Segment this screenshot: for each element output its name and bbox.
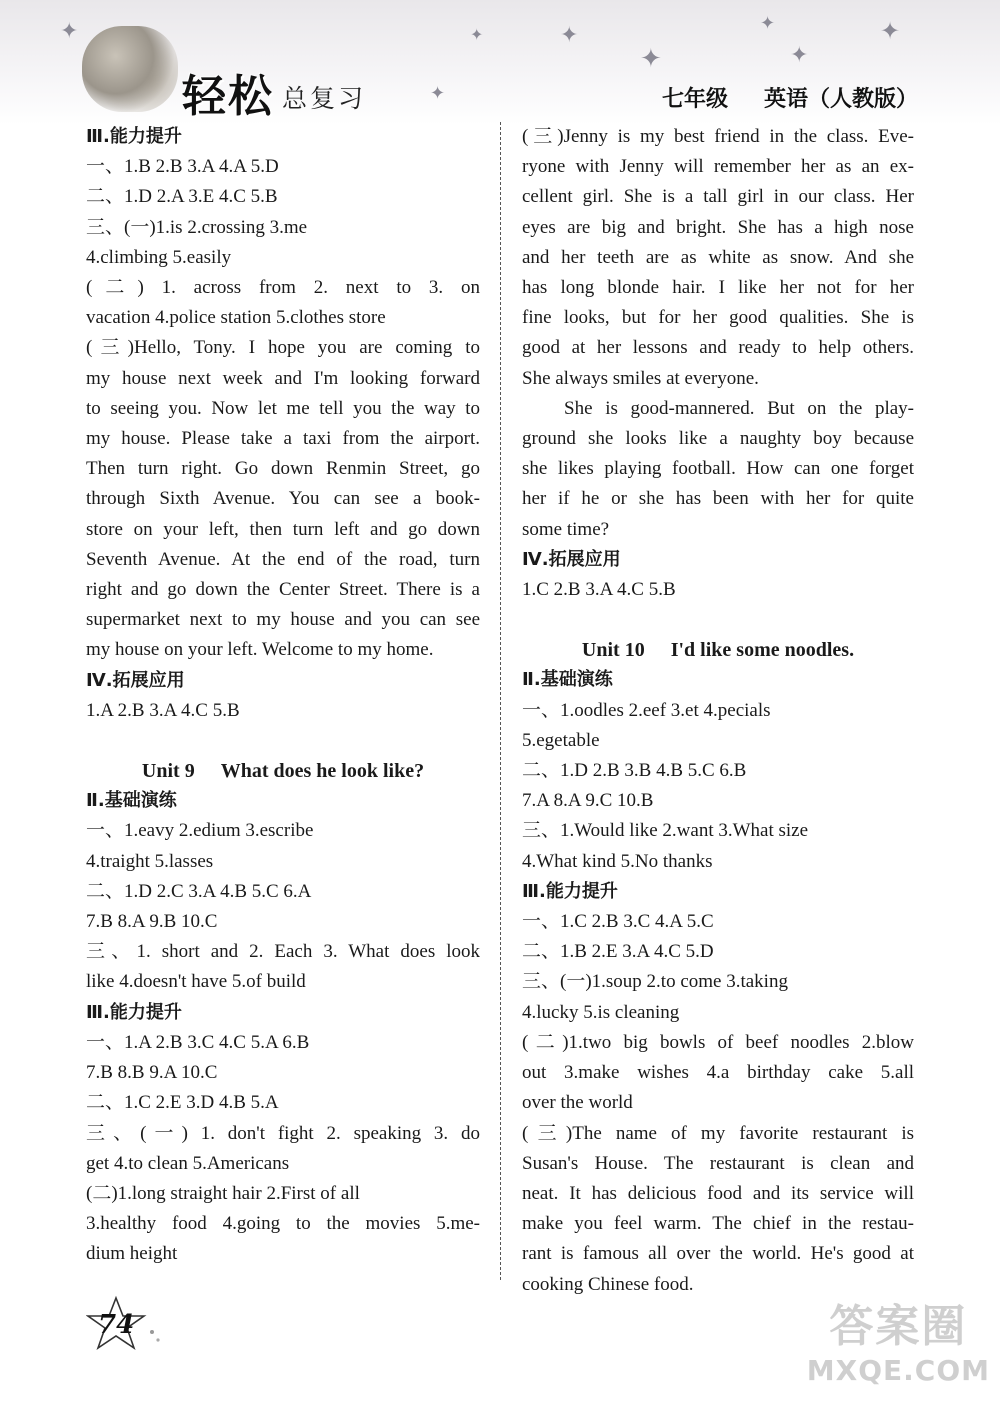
answer-line: 二、1.D 2.C 3.A 4.B 5.C 6.A	[86, 880, 312, 902]
answer-line: 7.A 8.A 9.C 10.B	[522, 790, 654, 812]
unit-name: I'd like some noodles.	[670, 639, 855, 662]
section-heading: Ⅱ.基础演练	[522, 669, 613, 691]
text-line: Seventh Avenue. At the end of the road, turn	[86, 548, 480, 570]
answer-line: 7.B 8.B 9.A 10.C	[86, 1062, 218, 1084]
brand-subtitle: 总复习	[282, 84, 367, 113]
answer-line: 一、1.C 2.B 3.C 4.A 5.C	[522, 911, 714, 933]
section-heading: Ⅲ.能力提升	[86, 1001, 182, 1023]
text-line: supermarket next to my house and you can see	[86, 609, 480, 631]
section-heading: Ⅲ.能力提升	[86, 126, 182, 147]
answer-line: 三、(一)1.is 2.crossing 3.me	[86, 216, 308, 238]
answer-line: 一、1.eavy 2.edium 3.escribe	[86, 820, 314, 842]
answer-line: 三、(一)1.soup 2.to come 3.taking	[522, 971, 788, 993]
page-number-badge	[86, 1294, 166, 1354]
section-heading: Ⅲ.能力提升	[522, 880, 618, 902]
text-line: rant is famous all over the world. He's good at	[522, 1243, 914, 1265]
right-column	[522, 122, 914, 1300]
text-line: right and go down the Center Street. There is a	[86, 579, 480, 601]
text-line: to seeing you. Now let me tell you the way to	[86, 397, 480, 419]
text-line: (二)1.two big bowls of beef noodles 2.blow	[522, 1031, 914, 1053]
text-line: make you feel warm. The chief in the restau-	[522, 1213, 914, 1235]
text-line: Then turn right. Go down Renmin Street, go	[86, 458, 480, 480]
answer-line: 1.C 2.B 3.A 4.C 5.B	[522, 579, 676, 601]
brand-title: 轻松	[182, 71, 274, 122]
grade-label: 七年级	[661, 87, 728, 112]
text-line: through Sixth Avenue. You can see a book-	[86, 488, 480, 510]
header-right	[626, 82, 918, 113]
star-icon: ✦	[760, 13, 776, 33]
answer-line: 4.climbing 5.easily	[86, 246, 232, 268]
answer-line: 二、1.D 2.A 3.E 4.C 5.B	[86, 186, 278, 208]
answer-line: (二)1.long straight hair 2.First of all	[86, 1182, 360, 1204]
text-line: ryone with Jenny will remember her as an ex-	[522, 156, 914, 178]
watermark-logo: 答案圈	[829, 1301, 968, 1352]
section-heading: Ⅱ.基础演练	[86, 790, 177, 812]
page-number: 74	[98, 1310, 135, 1340]
unit-10-title	[522, 635, 914, 665]
text-line: some time?	[522, 518, 610, 540]
text-line: out 3.make wishes 4.a birthday cake 5.all	[522, 1062, 914, 1084]
text-line: cellent girl. She is a tall girl in our class. Her	[522, 186, 914, 208]
text-line: (三)Hello, Tony. I hope you are coming to	[86, 337, 480, 359]
text-line: ground she looks like a naughty boy because	[522, 428, 914, 450]
star-icon: ✦	[560, 22, 579, 47]
answer-line: 5.egetable	[522, 729, 600, 751]
text-line: She is good-mannered. But on the play-	[564, 397, 914, 419]
answer-line: 二、1.B 2.E 3.A 4.C 5.D	[522, 941, 714, 963]
text-line: dium height	[86, 1243, 178, 1265]
text-line: (三)Jenny is my best friend in the class. Eve-	[522, 126, 914, 147]
answer-line: 一、1.B 2.B 3.A 4.A 5.D	[86, 156, 279, 178]
answer-line: 二、1.C 2.E 3.D 4.B 5.A	[86, 1092, 279, 1114]
text-line: my house next week and I'm looking forward	[86, 367, 480, 389]
star-icon: ✦	[60, 18, 79, 43]
text-line: vacation 4.police station 5.clothes store	[86, 307, 386, 329]
star-icon: ✦	[640, 44, 662, 73]
text-line: neat. It has delicious food and its service will	[522, 1182, 914, 1204]
left-column	[86, 122, 480, 1270]
unit-9-title	[86, 756, 480, 786]
text-line: good at her lessons and ready to help others.	[522, 337, 914, 359]
text-line: my house on your left. Welcome to my home.	[86, 639, 434, 661]
text-line: get 4.to clean 5.Americans	[86, 1152, 290, 1174]
answer-line: 4.lucky 5.is cleaning	[522, 1001, 680, 1023]
column-divider	[500, 122, 501, 1280]
section-heading: Ⅳ.拓展应用	[522, 548, 621, 570]
unit-name: What does he look like?	[220, 760, 425, 783]
text-line: she likes playing football. How can one forget	[522, 458, 914, 480]
answer-line: 4.traight 5.lasses	[86, 850, 214, 872]
answer-line: 二、1.D 2.B 3.B 4.B 5.C 6.B	[522, 760, 747, 782]
text-line: has long blonde hair. I like her not for her	[522, 277, 914, 299]
watermark-url: MXQE.COM	[806, 1354, 990, 1387]
answer-line: 4.What kind 5.No thanks	[522, 850, 713, 872]
answer-line: 一、1.A 2.B 3.C 4.C 5.A 6.B	[86, 1031, 310, 1053]
text-line: and her teeth are as white as snow. And she	[522, 246, 914, 268]
answer-line: 7.B 8.A 9.B 10.C	[86, 911, 218, 933]
answer-line: 三、1.Would like 2.want 3.What size	[522, 820, 809, 842]
star-icon: ✦	[470, 27, 484, 44]
answer-line: 1.A 2.B 3.A 4.C 5.B	[86, 699, 240, 721]
star-icon: ✦	[880, 19, 901, 45]
star-icon: ✦	[790, 42, 809, 67]
text-line: my house. Please take a taxi from the airport.	[86, 428, 480, 450]
subject-label: 英语（人教版）	[763, 87, 918, 112]
text-line: her if he or she has been with her for quite	[522, 488, 914, 510]
text-line: 3.healthy food 4.going to the movies 5.me-	[86, 1213, 480, 1235]
star-icon: ✦	[430, 83, 446, 103]
text-line: She always smiles at everyone.	[522, 367, 759, 389]
text-line: fine looks, but for her good qualities. She is	[522, 307, 914, 329]
unit-label: Unit 9	[141, 760, 195, 783]
unit-label: Unit 10	[581, 639, 645, 662]
cartoon-illustration	[82, 26, 178, 112]
answer-line: 一、1.oodles 2.eef 3.et 4.pecials	[522, 699, 771, 721]
text-line: Susan's House. The restaurant is clean and	[522, 1152, 914, 1174]
text-line: like 4.doesn't have 5.of build	[86, 971, 306, 993]
section-heading: Ⅳ.拓展应用	[86, 669, 185, 691]
text-line: eyes are big and bright. She has a high nose	[522, 216, 914, 238]
watermark	[807, 1290, 990, 1387]
text-line: (三)The name of my favorite restaurant is	[522, 1122, 914, 1144]
text-line: store on your left, then turn left and go down	[86, 518, 480, 540]
text-line: 三、1. short and 2. Each 3. What does look	[86, 941, 480, 963]
text-line: 三、(一) 1. don't fight 2. speaking 3. do	[86, 1122, 480, 1144]
text-line: cooking Chinese food.	[522, 1273, 694, 1295]
text-line: (二) 1. across from 2. next to 3. on	[86, 277, 480, 299]
text-line: over the world	[522, 1092, 633, 1114]
